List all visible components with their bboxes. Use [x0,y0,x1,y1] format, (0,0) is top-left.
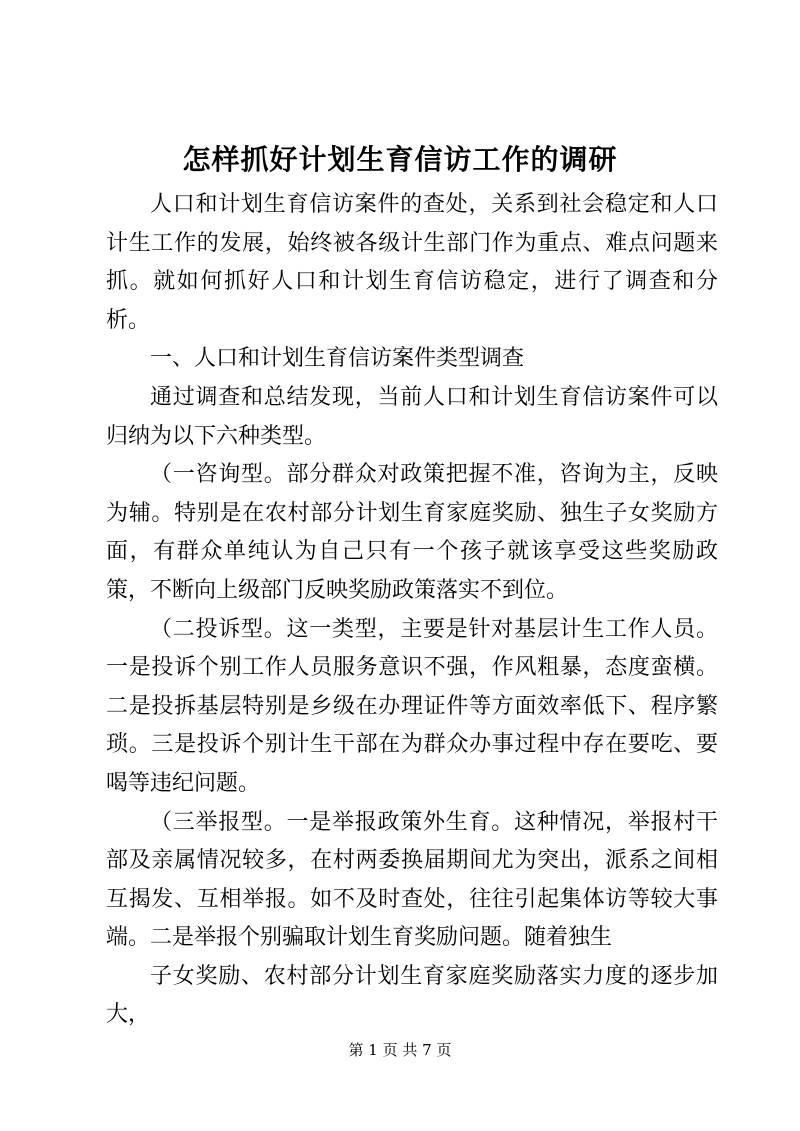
paragraph-consultation-type: （一咨询型。部分群众对政策把握不准，咨询为主，反映为辅。特别是在农村部分计划生育家庭奖励、独生子女奖励方面，有群众单纯认为自己只有一个孩子就该享受这些奖励政策，不断向上级部门反映奖励政策落实不到位。 [106,462,718,603]
document-title: 怎样抓好计划生育信访工作的调研 [182,143,618,176]
paragraph-summary: 通过调查和总结发现，当前人口和计划生育信访案件可以归纳为以下六种类型。 [106,384,718,449]
paragraph-report-type: （三举报型。一是举报政策外生育。这种情况，举报村干部及亲属情况较多，在村两委换届期间尤为突出，派系之间相互揭发、互相举报。如不及时查处，往往引起集体访等较大事端。二是举报个别骗取计划生育奖励问题。随着独生 [106,809,718,951]
paragraph-intro: 人口和计划生育信访案件的查处，关系到社会稳定和人口计生工作的发展，始终被各级计生部门作为重点、难点问题来抓。就如何抓好人口和计划生育信访稳定，进行了调查和分析。 [106,192,718,333]
document-body [106,186,718,1035]
paragraph-continuation: 子女奖励、农村部分计划生育家庭奖励落实力度的逐步加大， [106,963,718,1028]
section-heading-1: 一、人口和计划生育信访案件类型调查 [150,346,525,372]
page-footer: 第 1 页 共 7 页 [348,1041,452,1059]
paragraph-complaint-type: （二投诉型。这一类型，主要是针对基层计生工作人员。一是投诉个别工作人员服务意识不强，作风粗暴，态度蛮横。二是投拆基层特别是乡级在办理证件等方面效率低下、程序繁琐。三是投诉个别计生干部在为群众办事过程中存在要吃、要喝等违纪问题。 [106,616,718,796]
